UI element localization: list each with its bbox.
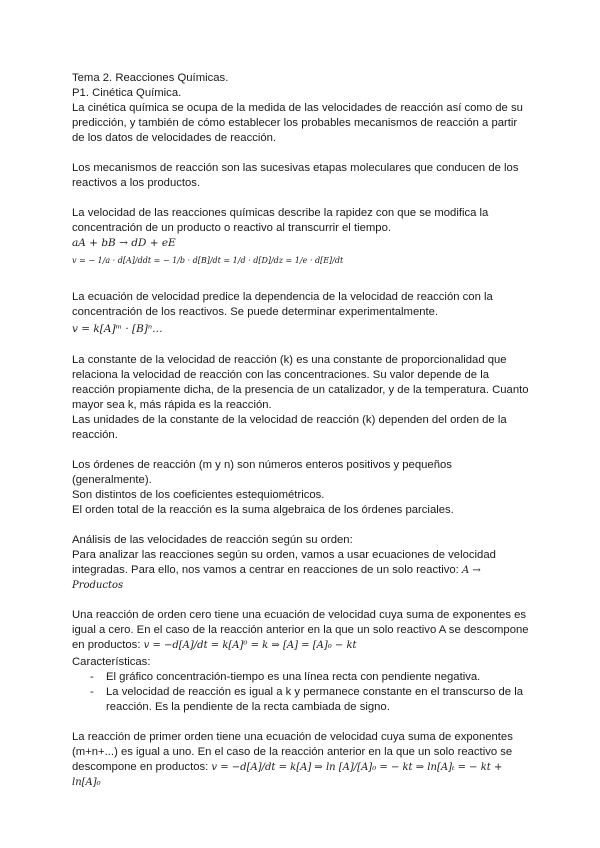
- orden-cero-text: Una reacción de orden cero tiene una ecuación de velocidad cuya suma de exponentes es igual a cero. En el caso de la reacción anterior en la que un solo reactivo A se descompone en productos:: [72, 609, 529, 651]
- paragraph-constante: La constante de la velocidad de reacción (k) es una constante de proporcionalidad que relaciona la velocidad de reacción con las concentraciones. Su valor depende de la reacción propiamente dicha, de la presencia de un catalizador, y de la temperatura. Cuanto mayor sea k, más rápida es la reacción.: [72, 354, 529, 411]
- equation-reaccion: aA + bB → dD + eE: [72, 237, 176, 249]
- caracteristicas-list: [72, 670, 530, 715]
- equation-ley-velocidad: v = k[A]ᵐ · [B]ⁿ…: [72, 323, 163, 335]
- orden-cero-equation: v = −d[A]/dt = k[A]⁰ = k ⇒ [A] = [A]₀ − kt: [143, 640, 357, 651]
- analisis-equation: A → Productos: [72, 565, 481, 591]
- primer-orden-text: La reacción de primer orden tiene una ecuación de velocidad cuya suma de exponentes (m+n+...) es igual a uno. En el caso de la reacción anterior en la que un solo reactivo se descompone en productos:: [72, 731, 513, 773]
- paragraph-orden-cero: [72, 608, 530, 653]
- paragraph-analisis: [72, 548, 530, 593]
- paragraph-unidades: Las unidades de la constante de la velocidad de reacción (k) dependen del orden de la reacción.: [72, 414, 507, 441]
- analisis-text: Para analizar las reacciones según su orden, vamos a usar ecuaciones de velocidad integradas. Para ello, nos vamos a centrar en reacciones de un solo reactivo:: [72, 549, 496, 576]
- equation-velocidad: v = − 1/a · d[A]/ddt = − 1/b · d[B]/dt = 1/d · d[D]/dz = 1/e · d[E]/dt: [72, 255, 344, 265]
- paragraph-ordenes-3: El orden total de la reacción es la suma algebraica de los órdenes parciales.: [72, 504, 454, 516]
- doc-title: Tema 2. Reacciones Químicas.: [72, 72, 229, 84]
- paragraph-cinetica: La cinética química se ocupa de la medida de las velocidades de reacción así como de su predicción, y también de cómo establecer los probables mecanismos de reacción a partir de los datos de velocidades de reacción.: [72, 102, 523, 144]
- doc-subtitle: P1. Cinética Química.: [72, 87, 182, 99]
- list-item: - La velocidad de reacción es igual a k y permanece constante en el transcurso de la reacción. Es la pendiente de la recta cambiada de signo.: [72, 685, 530, 715]
- primer-orden-equation: v = −d[A]/dt = k[A] ⇒ ln [A]/[A]₀ = − kt ⇒ ln[A]ₜ = − kt + ln[A]₀: [72, 762, 503, 788]
- list-item: - El gráfico concentración-tiempo es una línea recta con pendiente negativa.: [72, 670, 530, 685]
- analisis-heading: Análisis de las velocidades de reacción según su orden:: [72, 534, 353, 546]
- paragraph-ordenes-1: Los órdenes de reacción (m y n) son números enteros positivos y pequeños (generalmente).: [72, 459, 452, 486]
- paragraph-velocidad: La velocidad de las reacciones químicas describe la rapidez con que se modifica la concentración de un producto o reactivo al transcurrir el tiempo.: [72, 207, 489, 234]
- paragraph-ordenes-2: Son distintos de los coeficientes estequiométricos.: [72, 489, 325, 501]
- paragraph-ecuacion: La ecuación de velocidad predice la dependencia de la velocidad de reacción con la concentración de los reactivos. Se puede determinar experimentalmente.: [72, 291, 493, 318]
- document-body: [72, 71, 530, 790]
- caracteristicas-heading: Características:: [72, 656, 151, 668]
- paragraph-primer-orden: [72, 730, 530, 790]
- paragraph-mecanismos: Los mecanismos de reacción son las sucesivas etapas moleculares que conducen de los reactivos a los productos.: [72, 162, 519, 189]
